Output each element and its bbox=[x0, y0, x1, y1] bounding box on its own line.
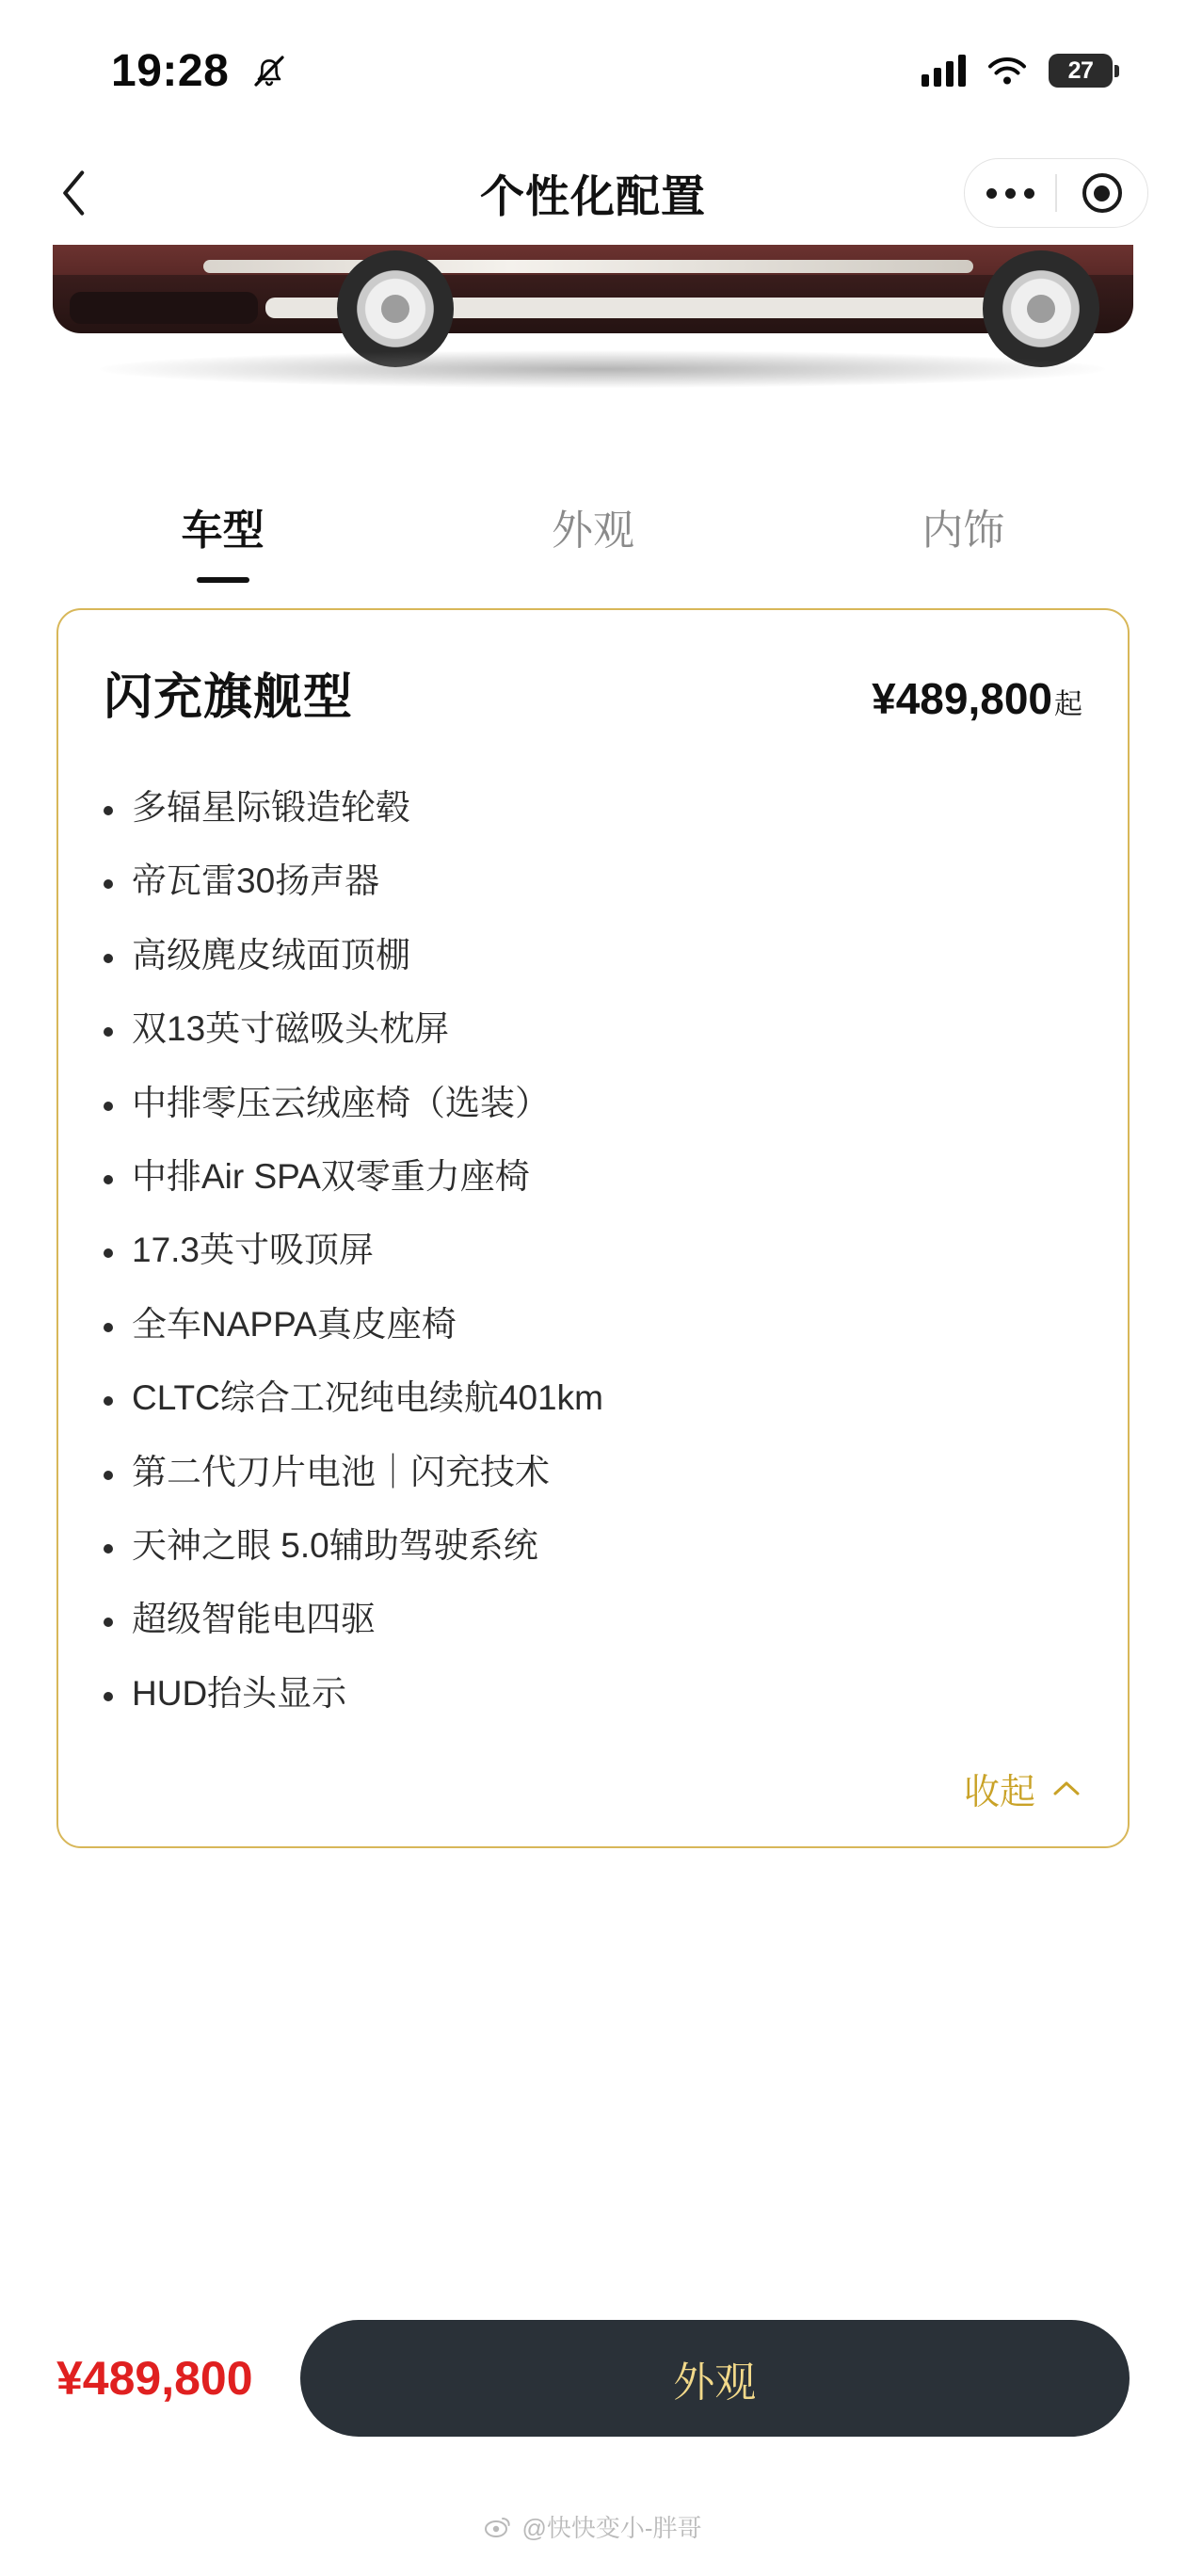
list-item bbox=[104, 992, 1082, 1066]
feature-label: 17.3英寸吸顶屏 bbox=[132, 1231, 375, 1270]
bullet-icon bbox=[104, 806, 113, 815]
target-dot bbox=[1094, 185, 1110, 201]
bullet-icon bbox=[104, 1471, 113, 1480]
car-rear-wheel bbox=[983, 250, 1099, 367]
trim-price-suffix: 起 bbox=[1054, 689, 1082, 720]
bullet-icon bbox=[104, 1175, 113, 1184]
bullet-icon bbox=[104, 1323, 113, 1332]
trim-price-value: ¥489,800 bbox=[872, 674, 1052, 723]
trim-card[interactable] bbox=[56, 608, 1130, 1848]
mini-program-capsule bbox=[964, 158, 1148, 228]
watermark-text: @快快变小-胖哥 bbox=[521, 2514, 702, 2542]
wifi-icon bbox=[986, 55, 1028, 87]
list-item bbox=[104, 1361, 1082, 1435]
watermark bbox=[0, 2509, 1186, 2544]
car-grille bbox=[70, 292, 258, 324]
more-dots-icon[interactable] bbox=[965, 188, 1055, 199]
collapse-toggle[interactable] bbox=[104, 1731, 1082, 1814]
bullet-icon bbox=[104, 954, 113, 963]
list-item bbox=[104, 1214, 1082, 1287]
page-title: 个性化配置 bbox=[480, 170, 706, 221]
tab-interior[interactable] bbox=[778, 496, 1148, 568]
total-price: ¥489,800 bbox=[56, 2352, 253, 2405]
feature-label: 多辐星际锻造轮毂 bbox=[132, 788, 410, 827]
trim-price bbox=[872, 673, 1082, 724]
list-item bbox=[104, 1657, 1082, 1731]
car-illustration bbox=[43, 245, 1143, 461]
tab-exterior-label: 外观 bbox=[551, 507, 634, 554]
feature-list bbox=[104, 771, 1082, 1731]
battery-level-label: 27 bbox=[1067, 56, 1094, 84]
car-front-wheel bbox=[337, 250, 454, 367]
feature-label: HUD抬头显示 bbox=[132, 1673, 347, 1713]
feature-label: 天神之眼 5.0辅助驾驶系统 bbox=[132, 1525, 538, 1565]
car-chrome-trim bbox=[203, 260, 973, 273]
status-bar bbox=[0, 0, 1186, 141]
bottom-action-bar bbox=[0, 2294, 1186, 2463]
battery-indicator bbox=[1049, 54, 1113, 88]
tab-interior-label: 内饰 bbox=[922, 507, 1005, 554]
bullet-icon bbox=[104, 1396, 113, 1406]
trim-card-header bbox=[104, 657, 1082, 728]
feature-label: 高级麂皮绒面顶棚 bbox=[132, 935, 410, 974]
list-item bbox=[104, 1436, 1082, 1509]
list-item bbox=[104, 1583, 1082, 1656]
cellular-signal-icon bbox=[922, 55, 966, 87]
bullet-icon bbox=[104, 879, 113, 889]
status-bar-left bbox=[111, 45, 289, 97]
bullet-icon bbox=[104, 1027, 113, 1037]
feature-label: 全车NAPPA真皮座椅 bbox=[132, 1304, 457, 1344]
list-item bbox=[104, 1509, 1082, 1583]
list-item bbox=[104, 1140, 1082, 1214]
car-photo bbox=[43, 245, 1143, 461]
feature-label: 超级智能电四驱 bbox=[132, 1600, 376, 1639]
feature-label: 第二代刀片电池｜闪充技术 bbox=[132, 1452, 550, 1491]
bell-muted-icon bbox=[249, 51, 289, 90]
feature-label: 中排Air SPA双零重力座椅 bbox=[132, 1156, 530, 1196]
bullet-icon bbox=[104, 1692, 113, 1701]
list-item bbox=[104, 771, 1082, 845]
tab-model-label: 车型 bbox=[181, 507, 264, 554]
section-tabs bbox=[0, 461, 1186, 603]
collapse-label: 收起 bbox=[963, 1773, 1035, 1813]
status-time: 19:28 bbox=[111, 45, 230, 96]
feature-label: 双13英寸磁吸头枕屏 bbox=[132, 1009, 450, 1049]
trim-name: 闪充旗舰型 bbox=[104, 670, 354, 725]
bullet-icon bbox=[104, 1248, 113, 1258]
chevron-up-icon bbox=[1050, 1773, 1082, 1805]
feature-label: 帝瓦雷30扬声器 bbox=[132, 861, 380, 901]
tab-model[interactable] bbox=[38, 496, 408, 568]
next-step-button[interactable]: 外观 bbox=[300, 2320, 1130, 2437]
bullet-icon bbox=[104, 1544, 113, 1554]
list-item bbox=[104, 845, 1082, 918]
car-shadow bbox=[100, 350, 1105, 388]
tab-active-underline bbox=[197, 577, 249, 583]
feature-label: 中排零压云绒座椅（选装） bbox=[132, 1083, 550, 1122]
target-ring bbox=[1082, 173, 1122, 213]
bullet-icon bbox=[104, 1618, 113, 1627]
list-item bbox=[104, 919, 1082, 992]
target-circle-icon[interactable] bbox=[1057, 173, 1147, 213]
tab-exterior[interactable] bbox=[408, 496, 777, 568]
bullet-icon bbox=[104, 1102, 113, 1111]
weibo-icon bbox=[484, 2515, 512, 2539]
list-item bbox=[104, 1067, 1082, 1140]
list-item bbox=[104, 1288, 1082, 1361]
feature-label: CLTC综合工况纯电续航401km bbox=[132, 1378, 603, 1418]
navigation-bar bbox=[0, 141, 1186, 245]
status-bar-right bbox=[922, 54, 1113, 88]
